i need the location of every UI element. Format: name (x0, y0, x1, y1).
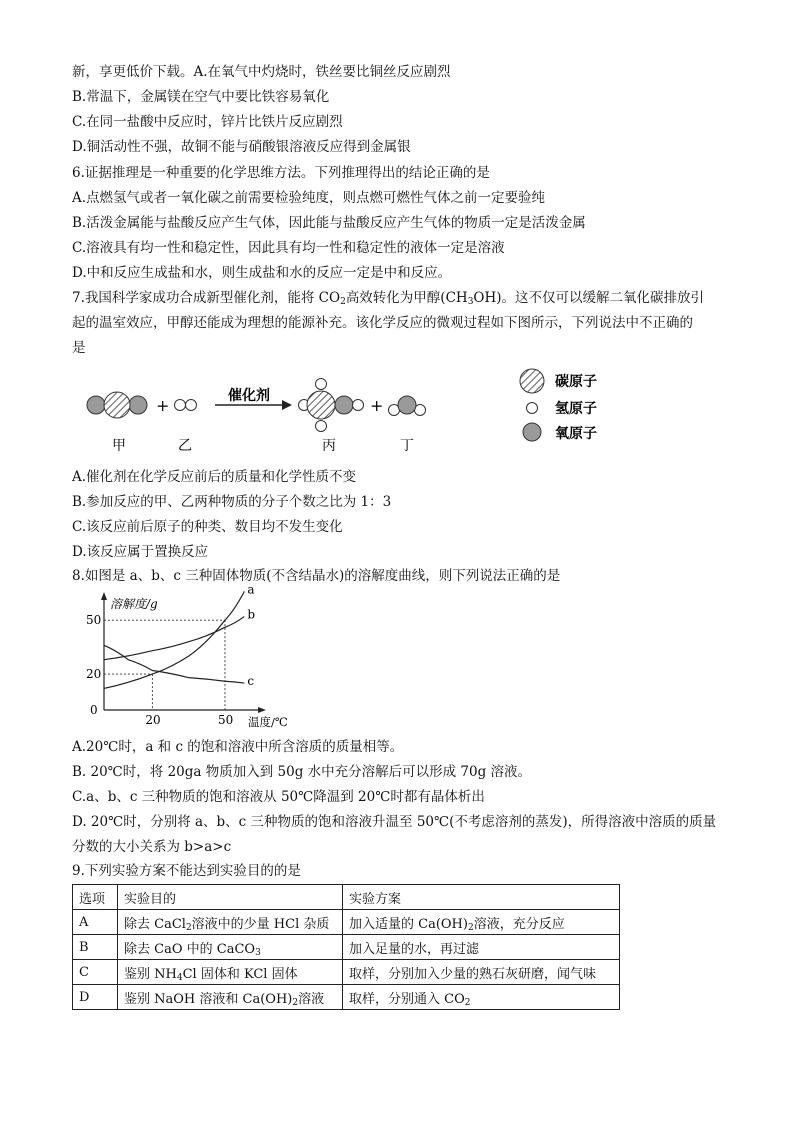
series-label-a: a (247, 582, 255, 597)
cell-goal: 鉴别 NaOH 溶液和 $Ca(OH)_2$溶液 (118, 985, 343, 1010)
option-d-text: D.铜活动性不强，故铜不能与硝酸银溶液反应得到金属银 (72, 139, 411, 155)
origin-label: 0 (90, 703, 98, 717)
x-tick-label: 20 (145, 713, 161, 727)
molecule-h2 (175, 400, 197, 411)
molecule-co2 (87, 392, 147, 418)
y-axis-label: 溶解度/g (110, 597, 158, 611)
x-axis-label: 温度/℃ (248, 715, 288, 729)
cell-goal: 除去 CaO 中的 CaCO$_3$ (118, 935, 343, 960)
question-8-option-d-line-1: D. 20℃时，分别将 a、b、c 三种物质的饱和溶液升温至 50℃(不考虑溶剂的蒸发)，所得溶液中溶质的质量 (72, 814, 717, 830)
label-ding: 丁 (400, 438, 414, 454)
experiment-table (72, 884, 620, 1010)
y-axis-arrow (101, 592, 107, 600)
header-option: 选项 (73, 885, 118, 910)
plus-sign-1: + (156, 396, 170, 415)
cell-plan: 加入足量的水，再过滤 (343, 935, 620, 960)
cell-option: C (73, 960, 118, 985)
question-6-option-c: C.溶液具有均一性和稳定性，因此具有均一性和稳定性的液体一定是溶液 (72, 240, 505, 256)
table-row (73, 935, 620, 960)
table-row (73, 910, 620, 935)
cell-option: B (73, 935, 118, 960)
question-8-option-c: C.a、b、c 三种物质的饱和溶液从 50℃降温到 20℃时都有晶体析出 (72, 789, 485, 805)
y-tick-label: 50 (86, 613, 102, 628)
cell-plan: 取样，分别通入 $CO_2$ (343, 985, 620, 1010)
legend-oxygen: 氧原子 (555, 426, 597, 442)
question-7-option-b: B.参加反应的甲、乙两种物质的分子个数之比为 1：3 (72, 494, 392, 510)
question-8-option-d-line-2: 分数的大小关系为 b>a>c (72, 839, 232, 855)
cell-plan: 加入适量的 $Ca(OH)_2$溶液，充分反应 (343, 910, 620, 935)
question-6: 6.证据推理是一种重要的化学思维方法。下列推理得出的结论正确的是 (72, 165, 490, 181)
x-tick-label: 50 (217, 713, 234, 727)
option-a-text: 新，享更低价下载。A.在氧气中灼烧时，铁丝要比铜丝反应剧烈 (72, 64, 451, 80)
question-6-option-d: D.中和反应生成盐和水，则生成盐和水的反应一定是中和反应。 (72, 265, 452, 281)
option-c-text: C.在同一盐酸中反应时，锌片比铁片反应剧烈 (72, 114, 343, 130)
question-7-option-c: C.该反应前后原子的种类、数目均不发生变化 (72, 519, 343, 535)
option-b-text: B.常温下，金属镁在空气中要比铁容易氧化 (72, 89, 330, 105)
question-7-line-2: 起的温室效应，甲醇还能成为理想的能源补充。该化学反应的微观过程如下图所示，下列说法中不正确的 (72, 315, 693, 331)
question-6-option-b: B.活泼金属能与盐酸反应产生气体，因此能与盐酸反应产生气体的物质一定是活泼金属 (72, 215, 586, 231)
catalyst-label: 催化剂 (228, 388, 270, 404)
legend-carbon: 碳原子 (555, 374, 597, 390)
arrow-head (282, 400, 292, 410)
header-goal: 实验目的 (118, 885, 343, 910)
diagram-legend (520, 369, 597, 442)
question-7-option-a: A.催化剂在化学反应前后的质量和化学性质不变 (72, 469, 357, 485)
question-8: 8.如图是 a、b、c 三种固体物质(不含结晶水)的溶解度曲线，则下列说法正确的是 (72, 568, 561, 584)
question-8-option-b: B. 20℃时，将 20ga 物质加入到 50g 水中充分溶解后可以形成 70g 溶液。 (72, 764, 532, 780)
molecule-ch3oh (299, 379, 364, 432)
molecule-h2o (389, 396, 426, 416)
table-header-row (73, 885, 620, 910)
label-yi: 乙 (178, 438, 192, 454)
header-plan: 实验方案 (343, 885, 620, 910)
cell-goal: 除去 CaCl$_2$溶液中的少量 HCl 杂质 (118, 910, 343, 935)
table-row (73, 985, 620, 1010)
question-7-line-3: 是 (72, 340, 86, 356)
cell-goal: 鉴别 $NH_4Cl$ 固体和 KCl 固体 (118, 960, 343, 985)
cell-option: A (73, 910, 118, 935)
solubility-chart (70, 582, 288, 730)
cell-plan: 取样，分别加入少量的熟石灰研磨，闻气味 (343, 960, 620, 985)
y-tick-label: 20 (86, 667, 102, 682)
question-7-line-1: 7.我国科学家成功合成新型催化剂，能将 $CO_2$高效转化为甲醇$(CH_3OH)$。这不仅可以缓解二氧化碳排放引 (72, 290, 705, 307)
x-axis-arrow (258, 707, 266, 713)
question-8-option-a: A.20℃时，a 和 c 的饱和溶液中所含溶质的质量相等。 (72, 739, 404, 755)
legend-hydrogen: 氢原子 (555, 401, 597, 417)
cell-option: D (73, 985, 118, 1010)
question-7-option-d: D.该反应属于置换反应 (72, 544, 209, 560)
label-jia: 甲 (112, 438, 126, 454)
question-9: 9.下列实验方案不能达到实验目的的是 (72, 863, 301, 879)
series-label-c: c (247, 674, 255, 689)
question-6-option-a: A.点燃氢气或者一氧化碳之前需要检验纯度，则点燃可燃性气体之前一定要验纯 (72, 190, 546, 206)
series-label-b: b (247, 607, 256, 622)
plus-sign-2: + (370, 396, 384, 415)
table-row (73, 960, 620, 985)
label-bing: 丙 (322, 438, 336, 454)
reaction-diagram (60, 364, 740, 464)
